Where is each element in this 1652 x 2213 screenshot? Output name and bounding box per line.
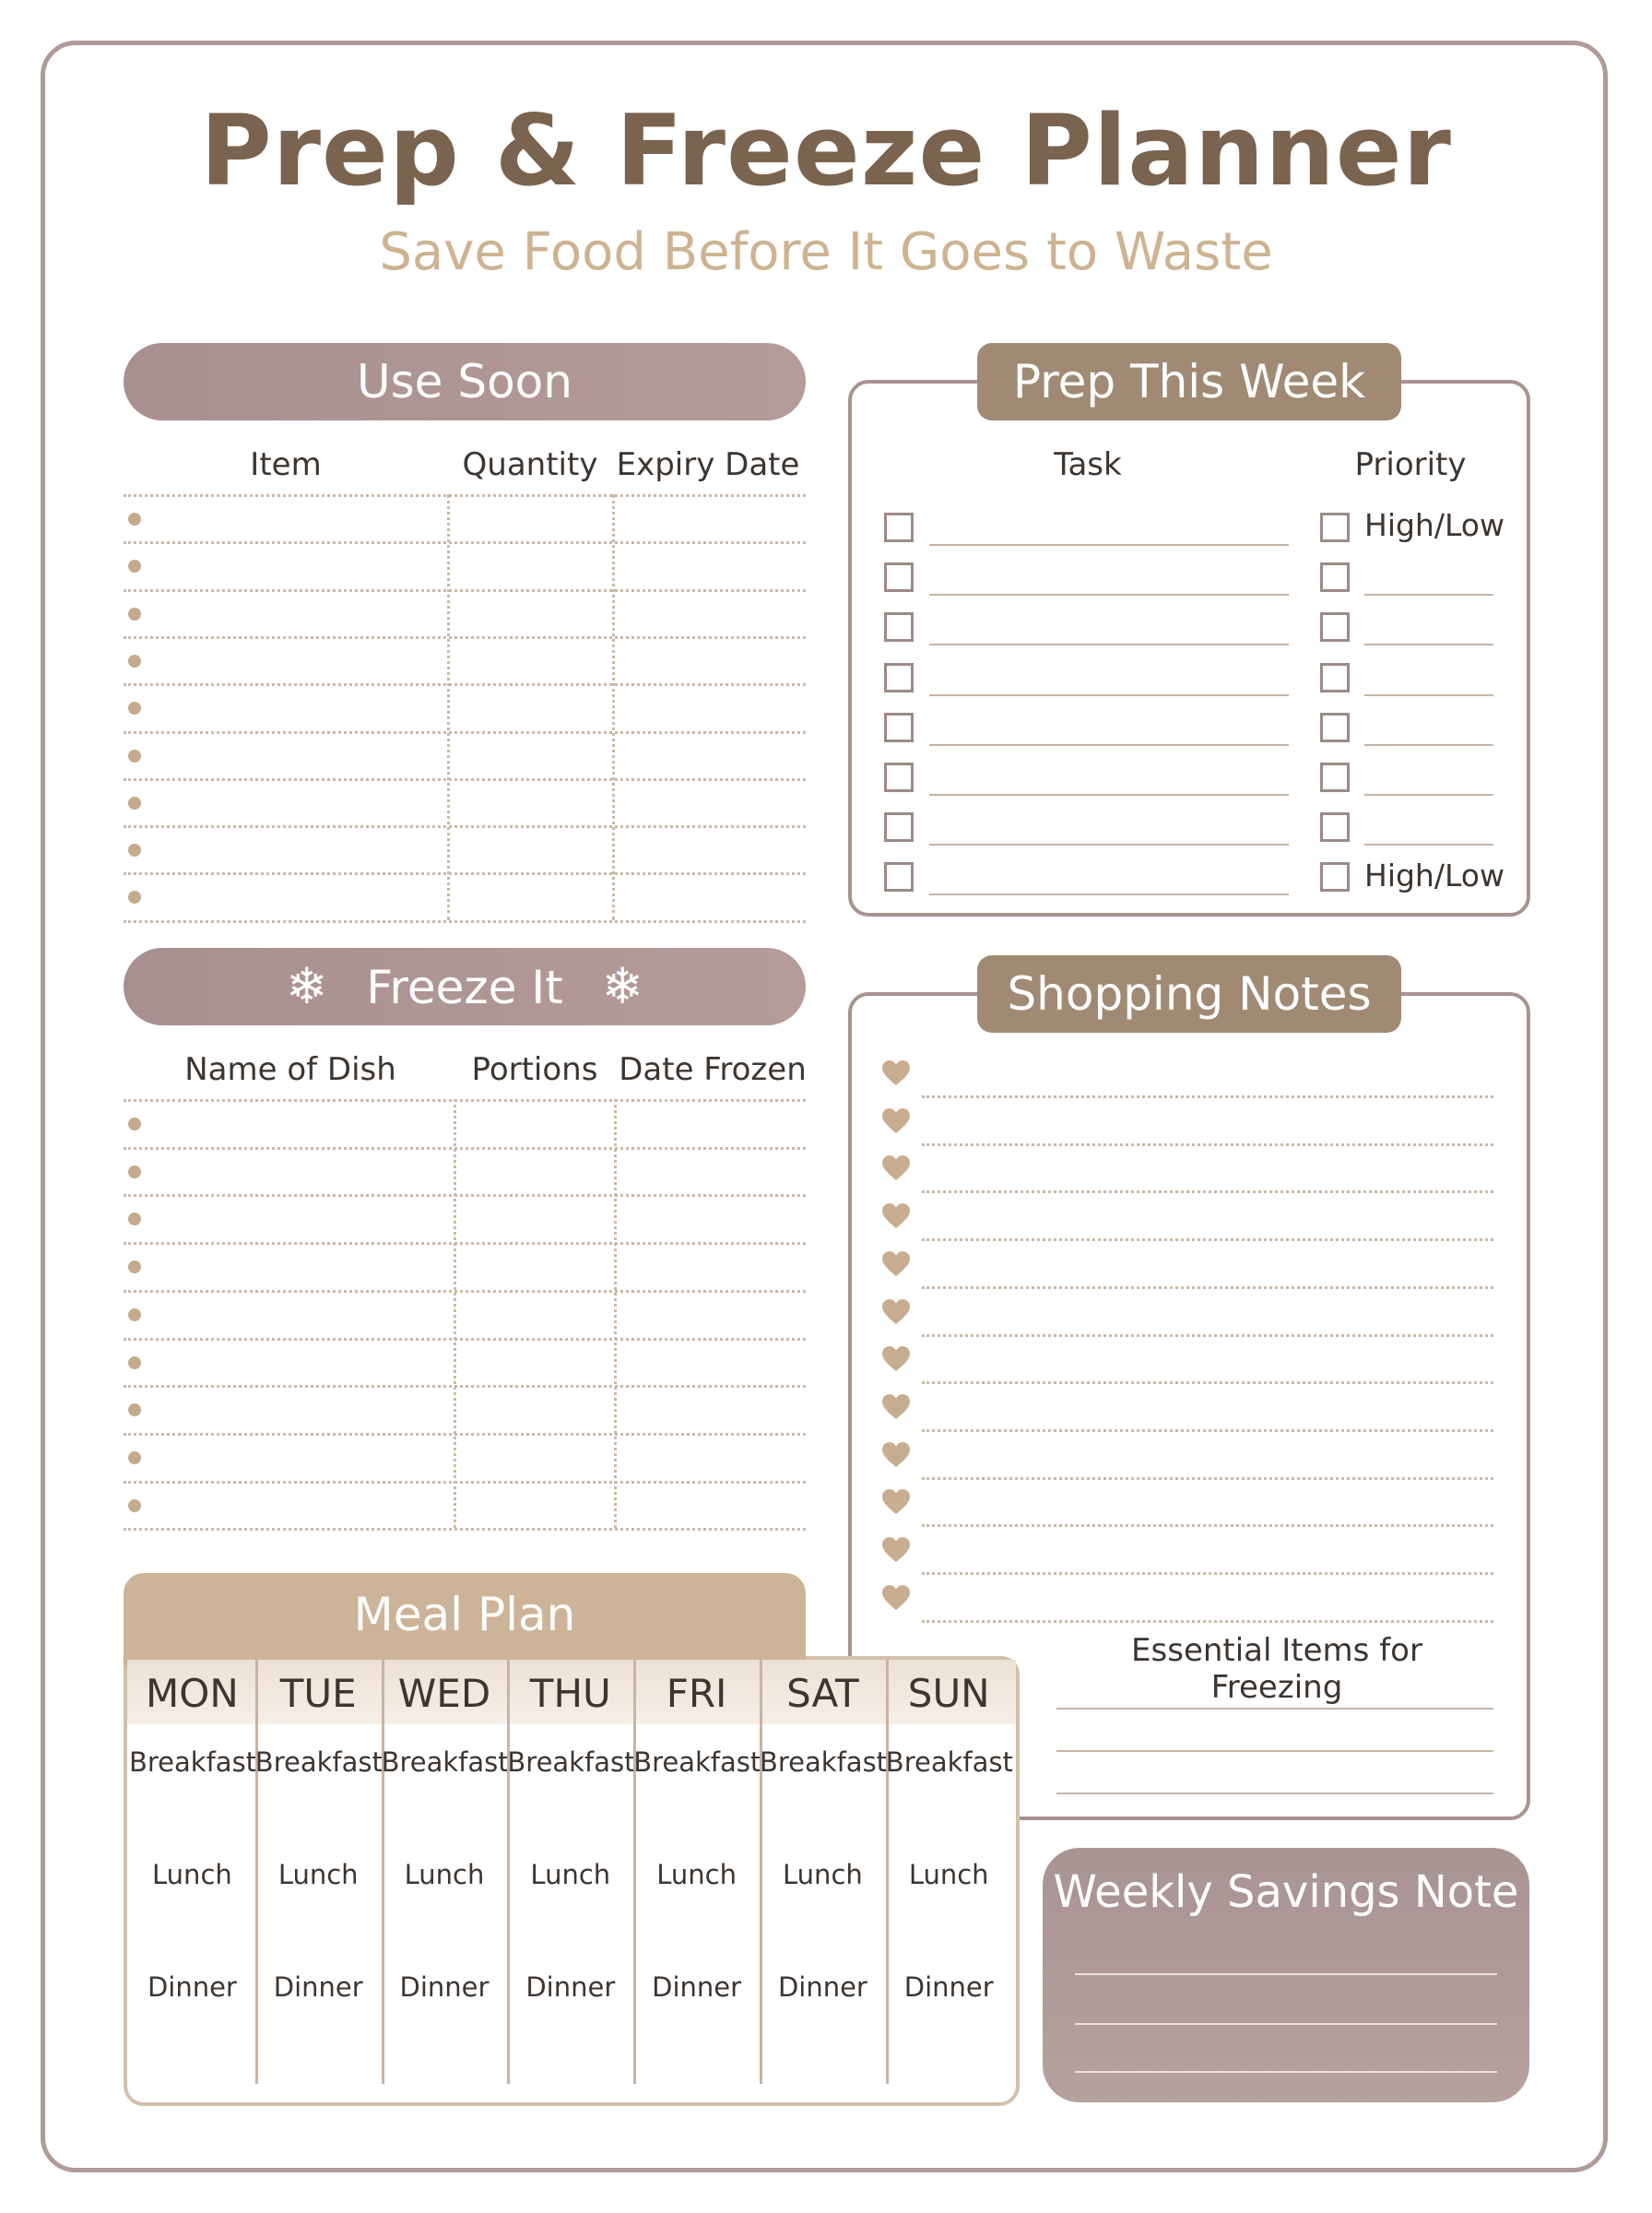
task-line [929, 893, 1289, 895]
bullet-icon [128, 655, 141, 668]
savings-line [1075, 2071, 1497, 2073]
bullet-icon [128, 797, 141, 810]
shopping-note-line[interactable] [922, 1143, 1493, 1146]
use-soon-row-input[interactable] [148, 828, 793, 870]
heart-icon [882, 1537, 910, 1563]
shopping-note-line[interactable] [922, 1429, 1493, 1432]
priority-checkbox[interactable] [1320, 513, 1350, 542]
meal-slot-breakfast[interactable]: Breakfast [885, 1746, 1013, 1778]
priority-checkbox[interactable] [1320, 562, 1350, 592]
shopping-note-line[interactable] [922, 1572, 1493, 1575]
shopping-note-line[interactable] [922, 1238, 1493, 1241]
savings-line [1075, 2023, 1497, 2025]
priority-checkbox[interactable] [1320, 713, 1350, 742]
meal-slot-dinner[interactable]: Dinner [652, 1971, 742, 2003]
use-soon-col-quantity: Quantity [462, 446, 598, 483]
meal-slot-dinner[interactable]: Dinner [147, 1971, 237, 2003]
priority-line [1364, 844, 1493, 846]
heart-icon [882, 1442, 910, 1468]
task-checkbox[interactable] [884, 612, 914, 642]
use-soon-col-item: Item [250, 446, 322, 483]
heart-icon [882, 1108, 910, 1134]
prep-col-task: Task [1054, 446, 1122, 483]
use-soon-row-input[interactable] [148, 734, 793, 775]
freeze-it-title: Freeze It [366, 961, 563, 1014]
bullet-icon [128, 1118, 141, 1130]
column-divider [612, 494, 615, 920]
freeze-row-input[interactable] [148, 1293, 793, 1335]
use-soon-row-input[interactable] [148, 592, 793, 633]
heart-icon [882, 1203, 910, 1229]
row-divider [124, 920, 806, 923]
essential-line [1056, 1750, 1493, 1752]
shopping-note-line[interactable] [922, 1190, 1493, 1193]
freeze-col-portions: Portions [471, 1051, 598, 1088]
day-header-fri: FRI [666, 1671, 727, 1716]
freeze-row-input[interactable] [148, 1245, 793, 1287]
task-checkbox[interactable] [884, 663, 914, 692]
task-checkbox[interactable] [884, 713, 914, 742]
task-line [929, 794, 1289, 796]
snowflake-icon: ❄ [286, 957, 328, 1015]
meal-slot-lunch[interactable]: Lunch [404, 1859, 485, 1890]
freeze-row-input[interactable] [148, 1102, 793, 1144]
task-checkbox[interactable] [884, 862, 914, 892]
prep-week-tab [977, 343, 1401, 420]
bullet-icon [128, 1499, 141, 1512]
task-line [929, 644, 1289, 645]
use-soon-row-input[interactable] [148, 497, 793, 538]
task-line [929, 694, 1289, 696]
priority-line [1364, 794, 1493, 796]
shopping-note-line[interactable] [922, 1095, 1493, 1098]
heart-icon [882, 1299, 910, 1325]
essential-line [1056, 1793, 1493, 1794]
meal-slot-breakfast[interactable]: Breakfast [381, 1746, 509, 1778]
bullet-icon [128, 1260, 141, 1273]
priority-line [1364, 644, 1493, 645]
priority-line [1364, 744, 1493, 746]
use-soon-title: Use Soon [357, 355, 572, 408]
shopping-note-line[interactable] [922, 1334, 1493, 1337]
shopping-notes-title: Shopping Notes [1007, 967, 1372, 1021]
day-header-wed: WED [397, 1671, 491, 1716]
meal-slot-lunch[interactable]: Lunch [530, 1859, 611, 1890]
priority-label-last: High/Low [1364, 858, 1504, 893]
bullet-icon [128, 1308, 141, 1321]
task-line [929, 844, 1289, 846]
weekly-savings-title: Weekly Savings Note [1053, 1866, 1519, 1918]
row-divider [124, 1528, 806, 1531]
bullet-icon [128, 1356, 141, 1369]
task-line [929, 544, 1289, 546]
meal-slot-lunch[interactable]: Lunch [277, 1859, 359, 1890]
meal-slot-dinner[interactable]: Dinner [273, 1971, 363, 2003]
use-soon-row-input[interactable] [148, 544, 793, 586]
freeze-it-header [124, 948, 806, 1025]
freeze-row-input[interactable] [148, 1197, 793, 1239]
bullet-icon [128, 513, 141, 526]
meal-slot-breakfast[interactable]: Breakfast [254, 1746, 383, 1778]
use-soon-row-input[interactable] [148, 686, 793, 728]
freeze-row-input[interactable] [148, 1150, 793, 1192]
use-soon-row-input[interactable] [148, 781, 793, 822]
page-title: Prep & Freeze Planner [200, 94, 1452, 207]
snowflake-icon: ❄ [601, 957, 643, 1015]
prep-col-priority: Priority [1354, 446, 1467, 483]
day-header-tue: TUE [279, 1671, 357, 1716]
meal-slot-lunch[interactable]: Lunch [783, 1859, 863, 1890]
priority-checkbox[interactable] [1320, 612, 1350, 642]
page-subtitle: Save Food Before It Goes to Waste [379, 222, 1273, 282]
meal-slot-breakfast[interactable]: Breakfast [760, 1746, 888, 1778]
savings-line [1075, 1973, 1497, 1975]
task-line [929, 594, 1289, 596]
use-soon-row-input[interactable] [148, 875, 793, 917]
essential-items-label: Essential Items for Freezing [1131, 1632, 1422, 1706]
meal-slot-breakfast[interactable]: Breakfast [633, 1746, 761, 1778]
column-divider [447, 494, 450, 920]
meal-slot-dinner[interactable]: Dinner [525, 1971, 616, 2003]
shopping-note-line[interactable] [922, 1524, 1493, 1527]
priority-checkbox[interactable] [1320, 763, 1350, 792]
shopping-note-line[interactable] [922, 1286, 1493, 1289]
freeze-row-input[interactable] [148, 1436, 793, 1478]
priority-checkbox[interactable] [1320, 812, 1350, 842]
heart-icon [882, 1346, 910, 1372]
use-soon-row-input[interactable] [148, 639, 793, 680]
day-header-thu: THU [529, 1671, 611, 1716]
bullet-icon [128, 1166, 141, 1178]
freeze-row-input[interactable] [148, 1484, 793, 1526]
priority-line [1364, 594, 1493, 596]
heart-icon [882, 1060, 910, 1086]
task-line [929, 744, 1289, 746]
meal-slot-dinner[interactable]: Dinner [777, 1971, 867, 2003]
freeze-col-date: Date Frozen [619, 1051, 807, 1088]
use-soon-col-expiry: Expiry Date [616, 446, 800, 483]
priority-checkbox[interactable] [1320, 663, 1350, 692]
freeze-col-dish: Name of Dish [184, 1051, 396, 1088]
prep-week-title: Prep This Week [1012, 355, 1366, 408]
meal-slot-dinner[interactable]: Dinner [903, 1971, 994, 2003]
meal-plan-title: Meal Plan [353, 1588, 576, 1641]
heart-icon [882, 1251, 910, 1277]
bullet-icon [128, 844, 141, 857]
task-checkbox[interactable] [884, 562, 914, 592]
day-header-sat: SAT [786, 1671, 859, 1716]
bullet-icon [128, 750, 141, 763]
shopping-note-line[interactable] [922, 1381, 1493, 1384]
heart-icon [882, 1155, 910, 1181]
day-header-sun: SUN [907, 1671, 990, 1716]
heart-icon [882, 1394, 910, 1420]
shopping-notes-tab [977, 955, 1401, 1033]
freeze-row-input[interactable] [148, 1388, 793, 1430]
meal-slot-breakfast[interactable]: Breakfast [507, 1746, 635, 1778]
meal-slot-lunch[interactable]: Lunch [908, 1859, 989, 1890]
priority-label-first: High/Low [1364, 507, 1504, 543]
meal-slot-dinner[interactable]: Dinner [399, 1971, 490, 2003]
task-checkbox[interactable] [884, 763, 914, 792]
shopping-note-line[interactable] [922, 1477, 1493, 1480]
column-divider [454, 1099, 456, 1528]
meal-slot-lunch[interactable]: Lunch [656, 1859, 737, 1890]
freeze-row-input[interactable] [148, 1341, 793, 1383]
heart-icon [882, 1489, 910, 1515]
task-checkbox[interactable] [884, 513, 914, 542]
shopping-note-line[interactable] [922, 1620, 1493, 1623]
bullet-icon [128, 1451, 141, 1464]
task-checkbox[interactable] [884, 812, 914, 842]
essential-line [1056, 1708, 1493, 1710]
meal-slot-breakfast[interactable]: Breakfast [129, 1746, 257, 1778]
meal-slot-lunch[interactable]: Lunch [152, 1859, 232, 1890]
bullet-icon [128, 608, 141, 621]
priority-checkbox[interactable] [1320, 862, 1350, 892]
day-header-mon: MON [146, 1671, 239, 1716]
heart-icon [882, 1585, 910, 1611]
column-divider [614, 1099, 617, 1528]
meal-plan-tab [124, 1573, 806, 1667]
priority-line [1364, 694, 1493, 696]
use-soon-header [124, 343, 806, 420]
